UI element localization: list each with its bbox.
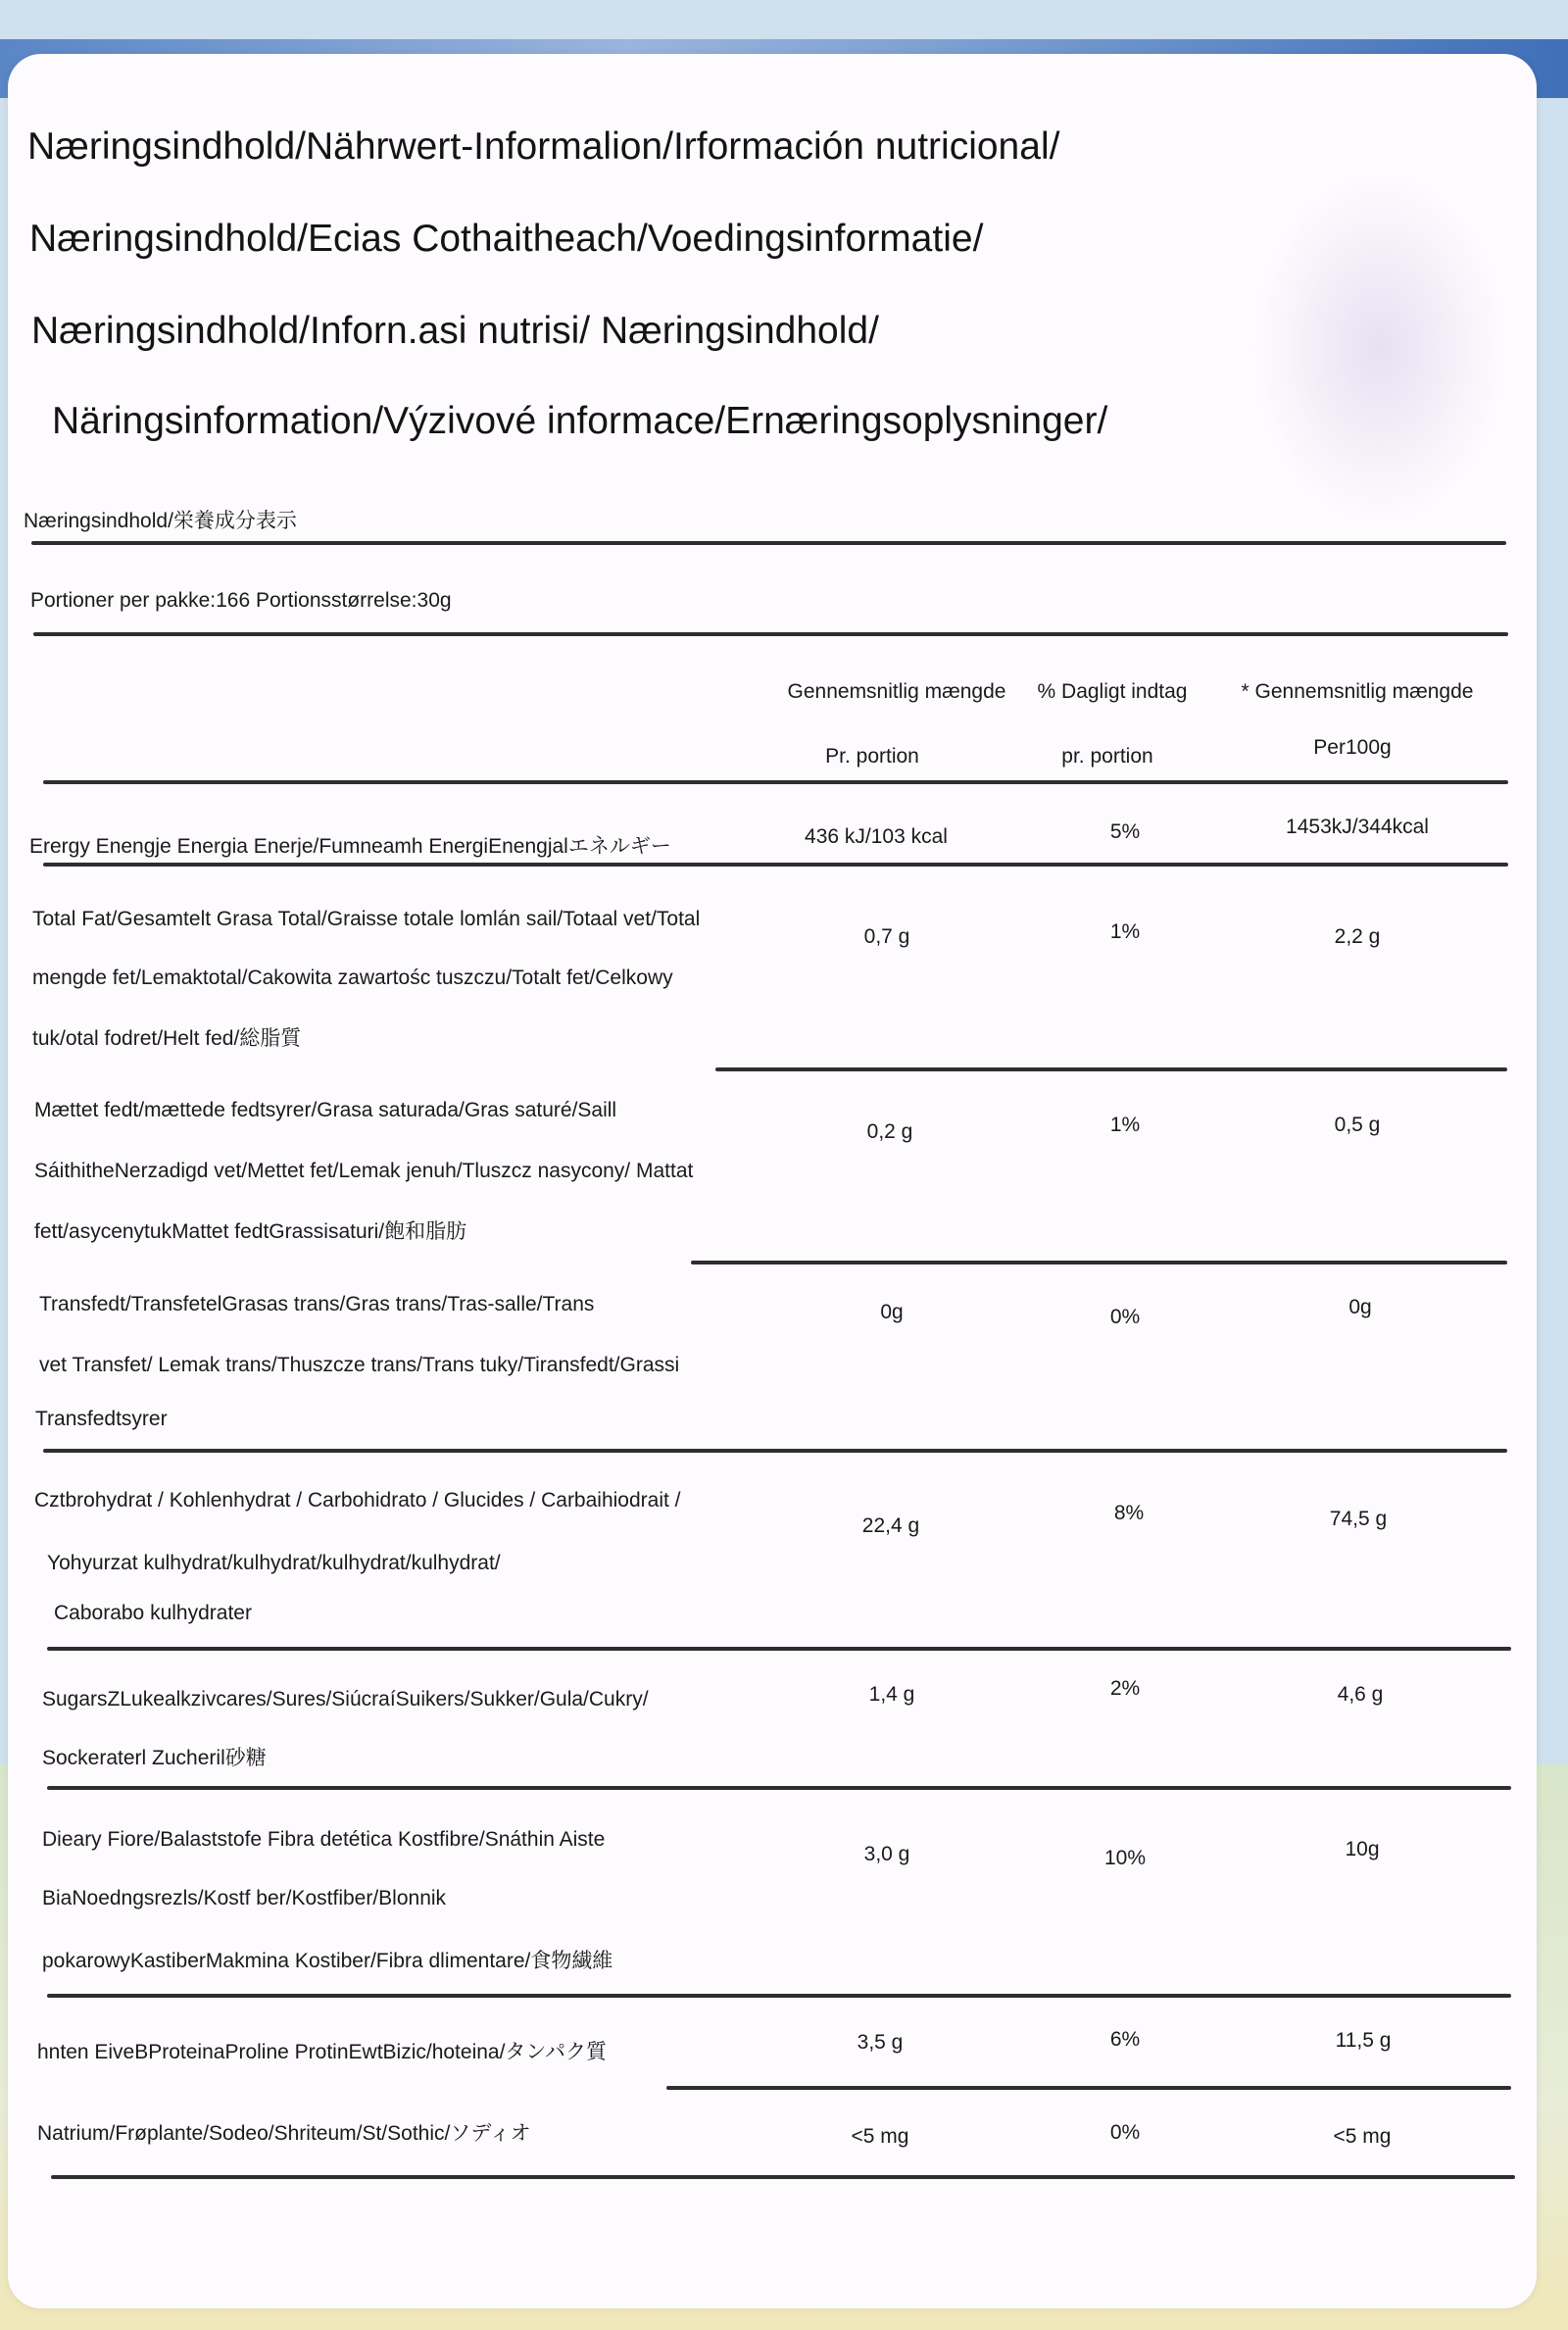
row-label-protein: hnten EiveBProteinaProline ProtinEwtBizic/hoteina/タンパク質 bbox=[37, 2041, 607, 2063]
divider bbox=[51, 2175, 1515, 2179]
divider bbox=[43, 863, 1508, 867]
row-label-carbohydrate-3: Caborabo kulhydrater bbox=[54, 1602, 252, 1624]
col1-header-bottom: Pr. portion bbox=[825, 745, 919, 768]
col3-header-top: * Gennemsnitlig mængde bbox=[1241, 680, 1474, 703]
row-label-saturated-2: SáithitheNerzadigd vet/Mettet fet/Lemak jenuh/Tluszcz nasycony/ Mattat bbox=[34, 1160, 694, 1182]
row-label-trans-3: Transfedtsyrer bbox=[35, 1408, 168, 1430]
row-label-fat-3: tuk/otal fodret/Helt fed/総脂質 bbox=[32, 1027, 302, 1050]
row-label-energy: Erergy Enengje Energia Enerje/Fumneamh EnergiEnengjalエネルギー bbox=[29, 835, 671, 858]
col3-header-bottom: Per100g bbox=[1313, 736, 1392, 759]
energy-per100: 1453kJ/344kcal bbox=[1286, 816, 1429, 838]
fat-per100: 2,2 g bbox=[1334, 925, 1381, 948]
title-line-1: Næringsindhold/Nährwert-Informalion/Irformación nutricional/ bbox=[27, 125, 1060, 168]
sodium-daily: 0% bbox=[1109, 2121, 1141, 2144]
row-label-fat-2: mengde fet/Lemaktotal/Cakowita zawartośc tuszczu/Totalt fet/Celkowy bbox=[32, 967, 673, 989]
sugars-per-portion: 1,4 g bbox=[868, 1683, 915, 1706]
row-label-fibre-2: BiaNoedngsrezls/Kostf ber/Kostfiber/Blonnik bbox=[42, 1887, 447, 1909]
title-line-4: Näringsinformation/Výzivové informace/Ernæringsoplysninger/ bbox=[52, 400, 1108, 442]
saturated-daily: 1% bbox=[1109, 1114, 1141, 1136]
title-line-2: Næringsindhold/Ecias Cothaitheach/Voedingsinformatie/ bbox=[29, 218, 984, 260]
divider bbox=[47, 1786, 1511, 1790]
carbohydrate-per100: 74,5 g bbox=[1329, 1508, 1388, 1530]
row-label-saturated-1: Mættet fedt/mættede fedtsyrer/Grasa saturada/Gras saturé/Saill bbox=[34, 1099, 617, 1121]
row-label-sugars-1: SugarsZLukealkzivcares/Sures/SiúcraíSuikers/Sukker/Gula/Cukry/ bbox=[42, 1688, 649, 1710]
trans-per-portion: 0g bbox=[880, 1301, 904, 1323]
col2-header-top: % Dagligt indtag bbox=[1037, 680, 1188, 703]
sodium-per100: <5 mg bbox=[1333, 2125, 1392, 2148]
col2-header-bottom: pr. portion bbox=[1061, 745, 1153, 768]
row-label-fat-1: Total Fat/Gesamtelt Grasa Total/Graisse totale lomlán sail/Totaal vet/Total bbox=[32, 908, 701, 930]
fibre-daily: 10% bbox=[1103, 1847, 1147, 1869]
carbohydrate-daily: 8% bbox=[1113, 1502, 1145, 1524]
sugars-per100: 4,6 g bbox=[1337, 1683, 1384, 1706]
divider bbox=[666, 2086, 1511, 2090]
fat-per-portion: 0,7 g bbox=[863, 925, 910, 948]
carbohydrate-per-portion: 22,4 g bbox=[861, 1514, 920, 1537]
divider bbox=[691, 1261, 1507, 1264]
saturated-per100: 0,5 g bbox=[1334, 1114, 1381, 1136]
col1-header-top: Gennemsnitlig mængde bbox=[787, 680, 1006, 703]
saturated-per-portion: 0,2 g bbox=[866, 1120, 913, 1143]
trans-daily: 0% bbox=[1109, 1306, 1141, 1328]
divider bbox=[43, 780, 1508, 784]
protein-daily: 6% bbox=[1109, 2028, 1141, 2051]
fibre-per100: 10g bbox=[1345, 1838, 1380, 1860]
portions-info: Portioner per pakke:166 Portionsstørrelse:30g bbox=[30, 589, 452, 612]
title-line-3: Næringsindhold/Inforn.asi nutrisi/ Næringsindhold/ bbox=[31, 310, 879, 352]
sodium-per-portion: <5 mg bbox=[851, 2125, 909, 2148]
divider bbox=[43, 1449, 1507, 1453]
row-label-fibre-3: pokarowyKastiberMakmina Kostiber/Fibra dlimentare/食物繊維 bbox=[42, 1950, 613, 1972]
divider bbox=[31, 541, 1506, 545]
fat-daily: 1% bbox=[1109, 920, 1141, 943]
row-label-sodium: Natrium/Frøplante/Sodeo/Shriteum/St/Sothic/ソディオ bbox=[37, 2122, 531, 2145]
sugars-daily: 2% bbox=[1109, 1677, 1141, 1700]
divider bbox=[47, 1647, 1511, 1651]
subtitle: Næringsindhold/栄養成分表示 bbox=[24, 510, 297, 532]
energy-per-portion: 436 kJ/103 kcal bbox=[805, 825, 948, 848]
trans-per100: 0g bbox=[1348, 1296, 1372, 1318]
divider bbox=[47, 1994, 1511, 1998]
row-label-saturated-3: fett/asycenytukMattet fedtGrassisaturi/飽和脂肪 bbox=[34, 1220, 467, 1243]
decorative-tint bbox=[1252, 172, 1507, 524]
divider bbox=[33, 632, 1508, 636]
row-label-trans-2: vet Transfet/ Lemak trans/Thuszcze trans/Trans tuky/Tiransfedt/Grassi bbox=[39, 1354, 680, 1376]
protein-per100: 11,5 g bbox=[1335, 2029, 1392, 2052]
divider bbox=[715, 1067, 1507, 1071]
row-label-fibre-1: Dieary Fiore/Balaststofe Fibra detética Kostfibre/Snáthin Aiste bbox=[42, 1828, 606, 1851]
row-label-carbohydrate-1: Cztbrohydrat / Kohlenhydrat / Carbohidrato / Glucides / Carbaihiodrait / bbox=[34, 1489, 681, 1512]
protein-per-portion: 3,5 g bbox=[857, 2031, 904, 2054]
fibre-per-portion: 3,0 g bbox=[863, 1843, 910, 1865]
energy-daily: 5% bbox=[1109, 820, 1141, 843]
row-label-sugars-2: Sockeraterl Zucheril砂糖 bbox=[42, 1747, 267, 1769]
row-label-carbohydrate-2: Yohyurzat kulhydrat/kulhydrat/kulhydrat/kulhydrat/ bbox=[47, 1552, 501, 1574]
row-label-trans-1: Transfedt/TransfetelGrasas trans/Gras trans/Tras-salle/Trans bbox=[39, 1293, 595, 1315]
